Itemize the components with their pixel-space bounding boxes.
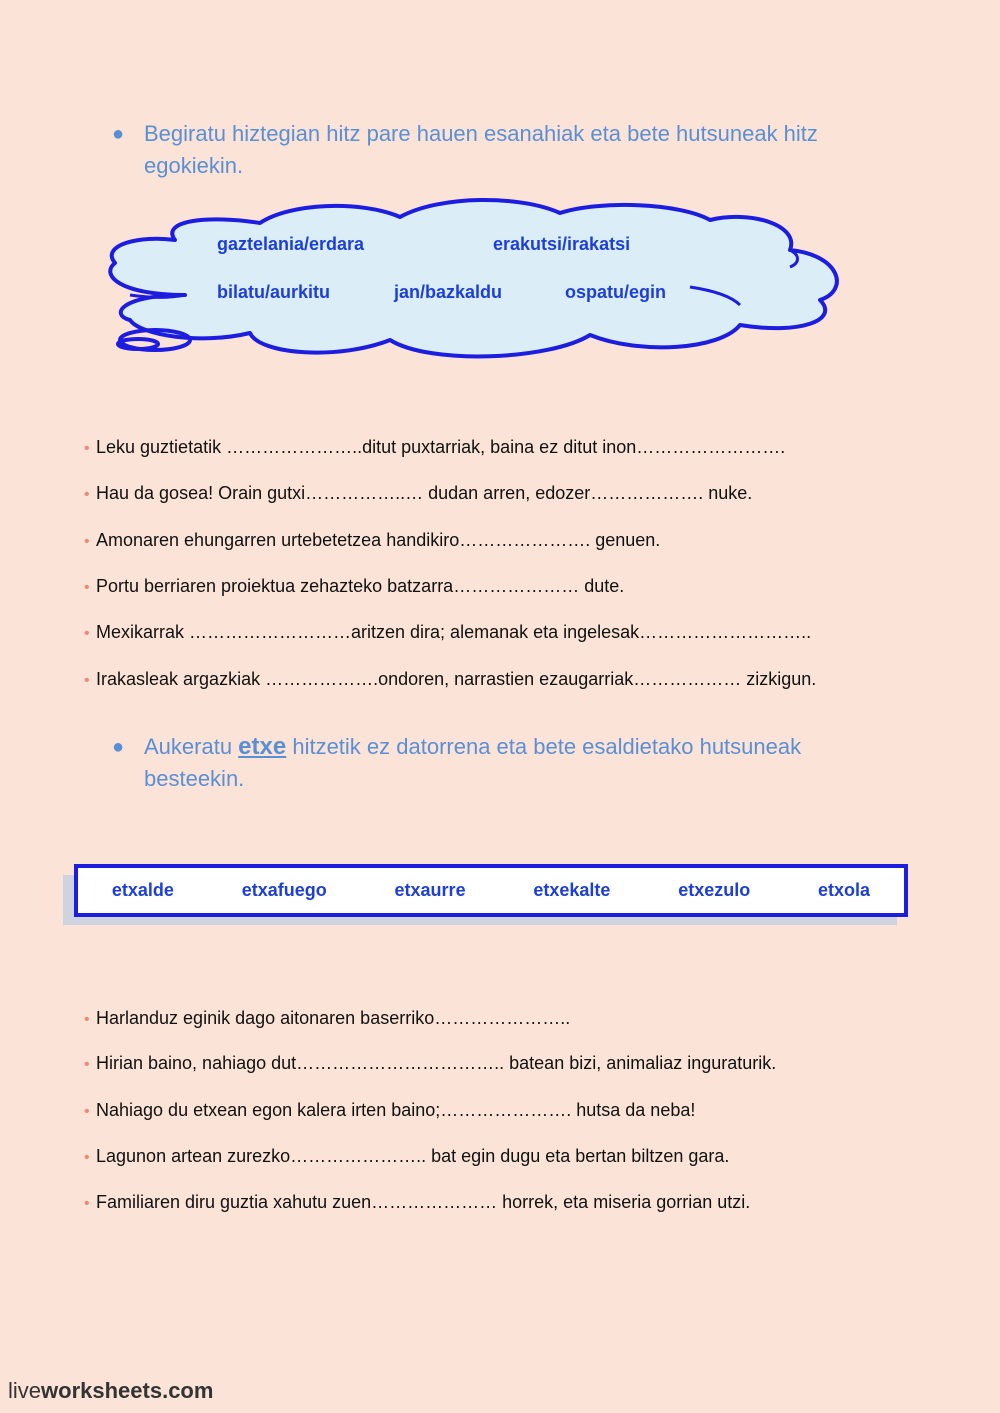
sentence-9 [84, 1100, 964, 1121]
bullet-icon: • [84, 533, 90, 550]
bullet-icon: • [84, 1103, 90, 1120]
instruction-2-text [144, 731, 892, 795]
box-word: etxekalte [533, 880, 611, 900]
box-word: etxafuego [241, 880, 327, 900]
bullet-icon: • [84, 1011, 90, 1028]
logo-bold: worksheets [41, 1378, 163, 1403]
sentence-5 [84, 622, 964, 643]
instruction-2-keyword: etxe [238, 733, 287, 760]
sentence-10 [84, 1146, 964, 1167]
sentence-4 [84, 576, 964, 597]
word-cloud [100, 195, 845, 365]
box-word: etxalde [111, 880, 174, 900]
sentence-2 [84, 483, 964, 504]
sentence-6 [84, 669, 964, 690]
bullet-icon: • [84, 486, 90, 503]
instruction-2 [112, 731, 892, 795]
cloud-word: gaztelania/erdara [217, 234, 365, 254]
sentence-1 [84, 437, 964, 458]
cloud-word: erakutsi/irakatsi [493, 234, 631, 254]
bullet-icon: • [84, 579, 90, 596]
bullet-icon: • [84, 1056, 90, 1073]
sentence-text: Amonaren ehungarren urtebetetzea handikiro…………………. genuen. [96, 530, 661, 550]
sentence-7 [84, 1008, 964, 1029]
cloud-word: ospatu/egin [565, 282, 667, 302]
word-box [74, 864, 908, 917]
bullet-icon: • [84, 672, 90, 689]
cloud-shape [100, 195, 845, 365]
instruction-1-text: Begiratu hiztegian hitz pare hauen esanahiak eta bete hutsuneak hitz egokiekin. [144, 121, 818, 178]
sentence-text: Nahiago du etxean egon kalera irten baino;…………………. hutsa da neba! [96, 1100, 696, 1120]
instruction-2-after: hitzetik ez datorrena eta bete esaldietako hutsuneak besteekin. [144, 734, 802, 791]
bullet-icon: • [84, 1149, 90, 1166]
bullet-icon: • [84, 440, 90, 457]
instruction-1 [112, 118, 892, 182]
sentence-text: Lagunon artean zurezko………………….. bat egin dugu eta bertan biltzen gara. [96, 1146, 730, 1166]
sentence-3 [84, 530, 964, 551]
cloud-word: jan/bazkaldu [394, 282, 503, 302]
sentence-text: Mexikarrak ………………………aritzen dira; alemanak eta ingelesak……………………….. [96, 622, 812, 642]
sentence-11 [84, 1192, 964, 1213]
cloud-word: bilatu/aurkitu [217, 282, 331, 302]
box-word: etxezulo [678, 880, 751, 900]
liveworksheets-logo[interactable] [8, 1378, 213, 1404]
bullet-icon: ● [112, 736, 125, 758]
box-word: etxaurre [394, 880, 466, 900]
sentence-text: Hirian baino, nahiago dut…………………………….. batean bizi, animaliaz inguraturik. [96, 1053, 777, 1073]
sentence-text: Familiaren diru guztia xahutu zuen………………… horrek, eta miseria gorrian utzi. [96, 1192, 751, 1212]
box-word: etxola [818, 880, 871, 900]
bullet-icon: • [84, 625, 90, 642]
sentence-text: Hau da gosea! Orain gutxi……………..… dudan arren, edozer………………. nuke. [96, 483, 753, 503]
bullet-icon: • [84, 1195, 90, 1212]
sentence-text: Irakasleak argazkiak ……………….ondoren, narrastien ezaugarriak……………… zizkigun. [96, 669, 817, 689]
instruction-2-before: Aukeratu [144, 734, 239, 759]
sentence-text: Leku guztietatik …………………..ditut puxtarriak, baina ez ditut inon……………………. [96, 437, 786, 457]
bullet-icon: ● [112, 123, 125, 145]
sentence-8 [84, 1053, 964, 1074]
sentence-text: Portu berriaren proiektua zehazteko batzarra………………… dute. [96, 576, 625, 596]
logo-end: .com [162, 1378, 214, 1403]
sentence-text: Harlanduz eginik dago aitonaren baserriko………………….. [96, 1008, 571, 1028]
logo-light: live [8, 1378, 42, 1403]
